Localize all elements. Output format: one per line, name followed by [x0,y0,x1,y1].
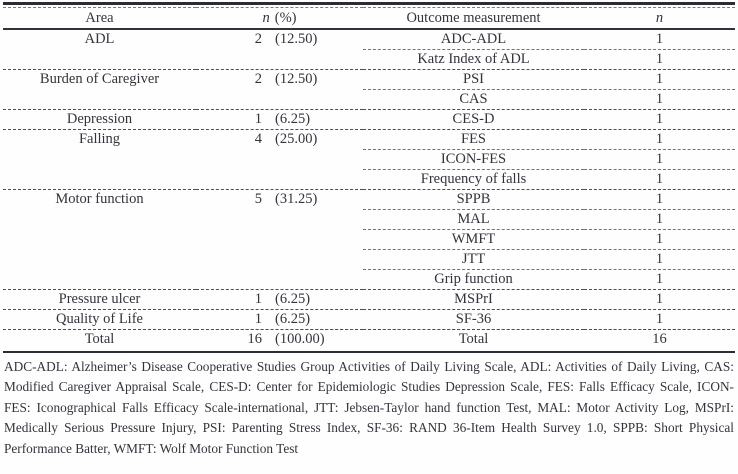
outcome-cell: MSPrI [363,290,584,310]
outcome-count-cell: 1 [584,250,735,270]
total-area-label: Total [84,331,115,347]
outcome-count-cell: 1 [584,170,735,190]
area-n-value: 2 [254,71,262,87]
table-footnote: ADC-ADL: Alzheimer’s Disease Cooperative Studies Group Activities of Daily Living Scale, ADL: Activities of Daily Living, CAS: Modified Caregiver Appraisal Scale, CES-D: Center for Epidemiologic Studies Depression Scale, FES: Falls Efficacy Scale, ICON-FES: Iconographical Falls Efficacy Scale-international, JTT: Jebsen-Taylor hand function Test, MAL: Motor Activity Log, MSPrI: Medically Serious Pressure Injury, PSI: Parenting Stress Index, SF-36: RAND 36-Item Health Survey 1.0, SPPB: Short Physical Performance Batter, WMFT: Wolf Motor Function Test [4,358,734,456]
summary-table-frame [3,2,735,353]
outcome-count-cell: 1 [584,210,735,230]
area-pct-value: (25.00) [275,131,318,147]
outcome-cell: Katz Index of ADL [363,50,584,70]
header-area: Area [3,8,196,30]
outcome-cell: JTT [363,250,584,270]
area-n-value: 1 [254,311,262,327]
header-pct-label: (%) [274,10,297,26]
measure-row [3,70,735,90]
area-n-value: 1 [254,291,262,307]
measure-row [3,130,735,150]
total-count-cell [196,330,363,351]
outcome-count-cell: 1 [584,230,735,250]
outcome-cell: SPPB [363,190,584,210]
header-n-italic: n [262,10,270,26]
area-pct-value: (12.50) [275,31,318,47]
outcome-count-cell: 1 [584,50,735,70]
area-count-cell [196,310,363,330]
area-count-cell [196,110,363,130]
area-n-value: 4 [254,131,262,147]
area-count-cell [196,290,363,310]
area-cell: ADL [3,29,196,70]
outcome-cell: ICON-FES [363,150,584,170]
header-n-right [584,8,735,30]
area-pct-value: (31.25) [275,191,318,207]
area-count-cell [196,130,363,190]
outcome-cell: Grip function [363,270,584,290]
measure-row [3,290,735,310]
outcome-count-cell: 1 [584,190,735,210]
total-n-right-value: 16 [652,331,667,347]
outcome-count-cell: 1 [584,110,735,130]
area-cell: Depression [3,110,196,130]
outcome-count-cell: 1 [584,130,735,150]
outcome-count-cell: 1 [584,150,735,170]
area-n-value: 2 [254,31,262,47]
header-row [3,8,735,30]
outcome-count-cell: 1 [584,29,735,50]
total-pct-value: (100.00) [275,331,325,347]
outcome-cell: PSI [363,70,584,90]
area-cell: Burden of Caregiver [3,70,196,110]
measure-row [3,110,735,130]
area-cell: Pressure ulcer [3,290,196,310]
area-pct-value: (6.25) [275,111,311,127]
outcome-count-cell: 1 [584,290,735,310]
area-cell: Falling [3,130,196,190]
area-n-value: 5 [254,191,262,207]
outcome-count-cell: 1 [584,270,735,290]
outcome-cell: Frequency of falls [363,170,584,190]
outcome-cell: SF-36 [363,310,584,330]
area-count-cell [196,29,363,70]
area-cell: Quality of Life [3,310,196,330]
area-pct-value: (6.25) [275,311,311,327]
summary-table [3,7,735,351]
area-pct-value: (12.50) [275,71,318,87]
outcome-count-cell: 1 [584,310,735,330]
outcome-cell: CES-D [363,110,584,130]
area-pct-value: (6.25) [275,291,311,307]
area-cell: Motor function [3,190,196,290]
outcome-cell: FES [363,130,584,150]
total-row [3,330,735,351]
total-n-value: 16 [247,331,262,347]
header-outcome-measurement: Outcome measurement [363,8,584,30]
header-n-pct [196,8,363,30]
outcome-cell: CAS [363,90,584,110]
measure-row [3,310,735,330]
area-count-cell [196,190,363,290]
area-n-value: 1 [254,111,262,127]
header-n-right-italic: n [655,10,664,26]
table-body [3,29,735,330]
outcome-cell: MAL [363,210,584,230]
outcome-count-cell: 1 [584,70,735,90]
outcome-count-cell: 1 [584,90,735,110]
outcome-cell: ADC-ADL [363,29,584,50]
measure-row [3,29,735,50]
total-outcome-label: Total [458,331,489,347]
outcome-cell: WMFT [363,230,584,250]
area-count-cell [196,70,363,110]
measure-row [3,190,735,210]
